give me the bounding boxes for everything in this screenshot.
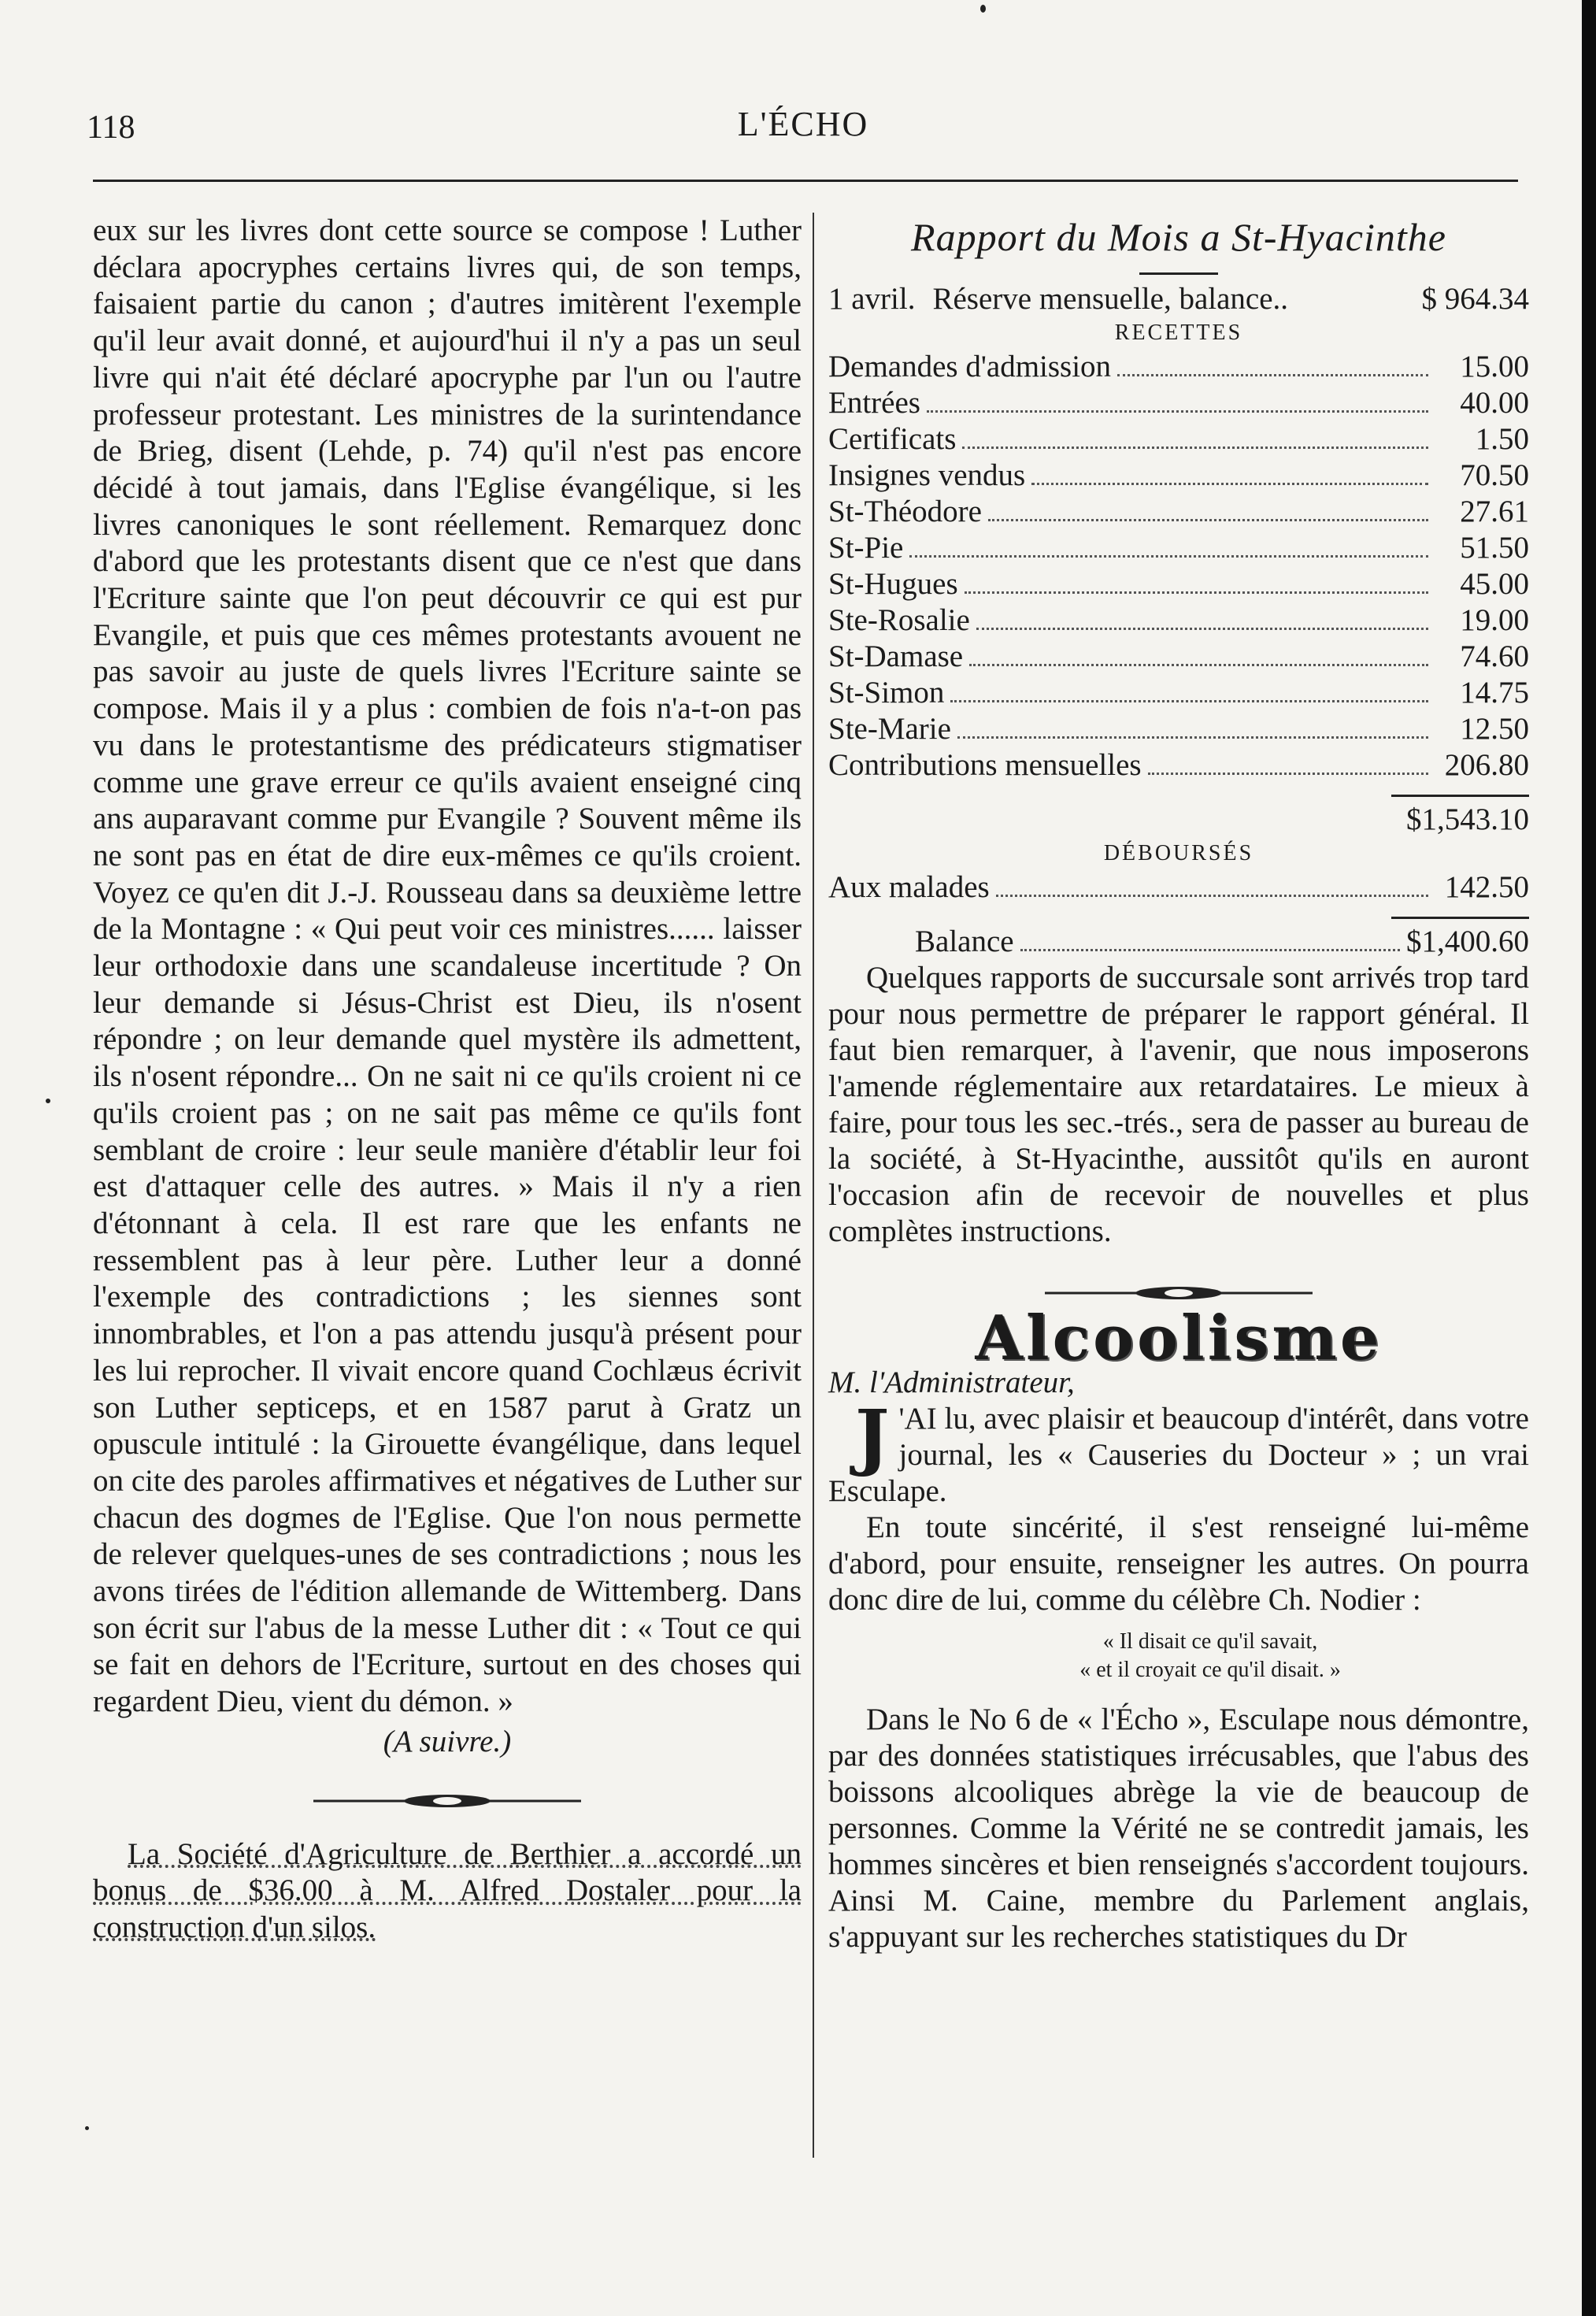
leader-dots <box>1148 752 1428 775</box>
ink-speck <box>46 1099 50 1103</box>
opening-value: $ 964.34 <box>1421 282 1529 316</box>
receipt-value: 74.60 <box>1460 639 1529 673</box>
balance-value: $1,400.60 <box>1406 925 1529 958</box>
report-note: Quelques rapports de succursale sont arrivés trop tard pour nous permettre de préparer le rapport général. Il faut bien remarquer, à l'avenir, que nous imposerons l'amende réglementaire aux retardataires. Le mieux à faire, pour tous les sec.-trés., sera de passer au bureau de la société, à St-Hyacinthe, aussitôt qu'ils en auront l'occasion afin de recevoir de nouvelles et plus complètes instructions. <box>828 961 1529 1248</box>
expense-row <box>828 869 1529 906</box>
page-edge-shadow <box>1582 0 1596 2316</box>
receipt-row <box>828 602 1529 639</box>
agriculture-notice: La Société d'Agriculture de Berthier a accordé un bonus de $36.00 à M. Alfred Dostaler pour la construction d'un silos. <box>93 1836 802 1944</box>
report-title: Rapport du Mois a St-Hyacinthe <box>911 215 1446 259</box>
leader-dots <box>1020 928 1400 951</box>
letter-paragraph-3: Dans le No 6 de « l'Écho », Esculape nous démontre, par des données statistiques irrécusables, que l'abus des boissons alcooliques abrège la vie de beaucoup de personnes. Comme la Vérité ne se contredit jamais, les hommes sincères et bien renseignés s'accordent toujours. Ainsi M. Caine, membre du Parlement anglais, s'appuyant sur les recherches statistiques du Dr <box>828 1703 1529 1954</box>
quote-line-2: « et il croyait ce qu'il disait. » <box>1079 1658 1341 1682</box>
column-divider <box>813 213 814 2158</box>
right-column <box>828 213 1529 1955</box>
expense-label: Aux malades <box>828 870 990 904</box>
header-rule <box>93 180 1518 182</box>
receipt-label: Demandes d'admission <box>828 350 1112 384</box>
receipt-value: 40.00 <box>1460 386 1529 420</box>
receipt-row <box>828 566 1529 602</box>
leader-dots <box>969 643 1428 666</box>
receipt-label: St-Hugues <box>828 567 958 601</box>
receipt-label: Ste-Marie <box>828 712 951 746</box>
receipts-list <box>828 349 1529 784</box>
article-title: Alcoolisme <box>975 1303 1383 1374</box>
receipt-label: Ste-Rosalie <box>828 603 970 637</box>
ornament-divider-icon <box>1045 1281 1313 1305</box>
leader-dots <box>1117 354 1428 376</box>
leader-dots <box>909 535 1428 558</box>
page-number: 118 <box>87 109 135 146</box>
page-header <box>79 101 1527 156</box>
ink-speck <box>85 2126 89 2130</box>
balance-label: Balance <box>915 925 1014 958</box>
receipt-value: 12.50 <box>1460 712 1529 746</box>
expense-value: 142.50 <box>1444 870 1529 904</box>
receipt-label: Insignes vendus <box>828 458 1026 492</box>
receipt-row <box>828 747 1529 784</box>
salutation: M. l'Administrateur, <box>828 1366 1075 1399</box>
balance-rule <box>1391 917 1529 919</box>
ornament-divider-icon <box>313 1789 581 1813</box>
nodier-quote <box>891 1628 1529 1684</box>
leader-dots <box>957 716 1428 739</box>
total-rule <box>1391 795 1529 797</box>
receipt-row <box>828 639 1529 675</box>
letter-paragraph-2: En toute sincérité, il s'est renseigné lui-même d'abord, pour ensuite, renseigner les autres. On pourra donc dire de lui, comme du célèbre Ch. Nodier : <box>828 1510 1529 1617</box>
receipt-value: 45.00 <box>1460 567 1529 601</box>
article-continuation: eux sur les livres dont cette source se compose ! Luther déclara apocryphes certains livres qui, de son temps, faisaient partie du canon ; d'autres imitèrent l'exemple qu'il leur avait donné, et aujourd'hui il n'y a pas un seul livre qui n'ait été déclaré apocryphe par l'un ou l'autre professeur protestant. Les ministres de la surintendance de Brieg, disent (Lehde, p. 74) qu'il n'est pas encore décidé à tout jamais, dans l'Eglise évangélique, si les livres canoniques le sont réellement. Remarquez donc d'abord que les protestants disent que ce n'est que dans l'Ecriture sainte que l'on peut découvrir ce qui est pur Evangile, et puis que ces mêmes protestants avouent ne pas savoir au juste de quels livres l'Ecriture sainte se compose. Mais il y a plus : combien de fois n'a-t-on pas vu dans le protestantisme des prédicateurs stigmatiser comme une grave erreur ce qu'ils avaient enseigné cinq ans auparavant comme pur Evangile ? Souvent même ils ne sont pas en état de dire eux-mêmes ce qu'ils croient. Voyez ce qu'en dit J.-J. Rousseau dans sa deuxième lettre de la Montagne : « Qui peut voir ces ministres...... laisser leur orthodoxie dans une scandaleuse incertitude ? On leur demande si Jésus-Christ est Dieu, ils n'osent répondre ; on leur demande quel mystère ils admettent, ils n'osent répondre... On ne sait ni ce qu'ils croient ni ce qu'ils croient pas ; on ne sait pas même ce qu'ils font semblant de croire : leur seule manière d'établir leur foi est d'attaquer celle des autres. » Mais il n'y a rien d'étonnant à cela. Il est rare que les enfants ne ressemblent pas à leur père. Luther leur a donné l'exemple des contradictions ; les siennes sont innombrables, et l'on a pas attendu jusqu'à présent pour les lui reprocher. Il vivait encore quand Cochlæus écrivit son Luther septiceps, et en 1587 parut à Gratz un opuscule intitulé : la Girouette évangélique, dans lequel on cite des paroles affirmatives et négatives de Luther sur chacun des dogmes de l'Eglise. Que l'on nous permette de relever quelques-unes de ses contradictions ; nous les avons tirées de l'édition allemande de Wittemberg. Dans son écrit sur l'abus de la messe Luther dit : « Tout ce qui se fait en dehors de l'Ecriture, surtout en des choses qui regardent Dieu, vient du démon. » <box>93 213 802 1719</box>
receipt-row <box>828 530 1529 566</box>
receipts-heading: RECETTES <box>1114 321 1243 345</box>
receipt-value: 206.80 <box>1444 748 1529 782</box>
receipt-row <box>828 421 1529 458</box>
receipt-row <box>828 675 1529 711</box>
to-be-continued: (A suivre.) <box>383 1724 512 1758</box>
left-column <box>93 213 802 1947</box>
leader-dots <box>996 874 1428 897</box>
leader-dots <box>950 680 1428 702</box>
receipt-row <box>828 711 1529 747</box>
receipt-label: St-Damase <box>828 639 964 673</box>
opening-balance-row <box>828 281 1529 317</box>
receipt-label: St-Simon <box>828 676 945 710</box>
opening-date: 1 avril. <box>828 282 916 316</box>
receipt-value: 51.50 <box>1460 531 1529 565</box>
leader-dots <box>962 426 1428 449</box>
receipt-row <box>828 385 1529 421</box>
receipt-value: 27.61 <box>1460 495 1529 528</box>
letter-opening <box>828 1394 1529 1510</box>
letter-opening-text: 'AI lu, avec plaisir et beaucoup d'intérêt, dans votre journal, les « Causeries du Docteur » ; un vrai Esculape. <box>828 1402 1529 1508</box>
ink-speck <box>980 5 986 13</box>
receipt-value: 14.75 <box>1460 676 1529 710</box>
receipt-row <box>828 349 1529 385</box>
receipt-label: St-Théodore <box>828 495 982 528</box>
running-title: L'ÉCHO <box>737 105 869 143</box>
receipt-value: 70.50 <box>1460 458 1529 492</box>
leader-dots <box>988 498 1428 521</box>
balance-row <box>828 924 1529 960</box>
expenses-heading: DÉBOURSÉS <box>1103 841 1254 865</box>
leader-dots <box>965 571 1428 594</box>
receipt-label: St-Pie <box>828 531 904 565</box>
receipt-row <box>828 494 1529 530</box>
receipt-label: Contributions mensuelles <box>828 748 1142 782</box>
receipt-value: 19.00 <box>1460 603 1529 637</box>
leader-dots <box>927 390 1428 413</box>
leader-dots <box>1031 462 1428 485</box>
drop-cap: J <box>855 1394 890 1479</box>
title-rule <box>1139 272 1218 275</box>
expenses-list <box>828 869 1529 906</box>
receipt-value: 1.50 <box>1475 422 1529 456</box>
receipt-label: Certificats <box>828 422 957 456</box>
receipt-label: Entrées <box>828 386 920 420</box>
opening-label: Réserve mensuelle, balance.. <box>932 282 1289 316</box>
leader-dots <box>976 607 1428 630</box>
receipts-total: $1,543.10 <box>1406 802 1529 836</box>
quote-line-1: « Il disait ce qu'il savait, <box>1102 1629 1318 1654</box>
receipt-value: 15.00 <box>1460 350 1529 384</box>
receipt-row <box>828 458 1529 494</box>
